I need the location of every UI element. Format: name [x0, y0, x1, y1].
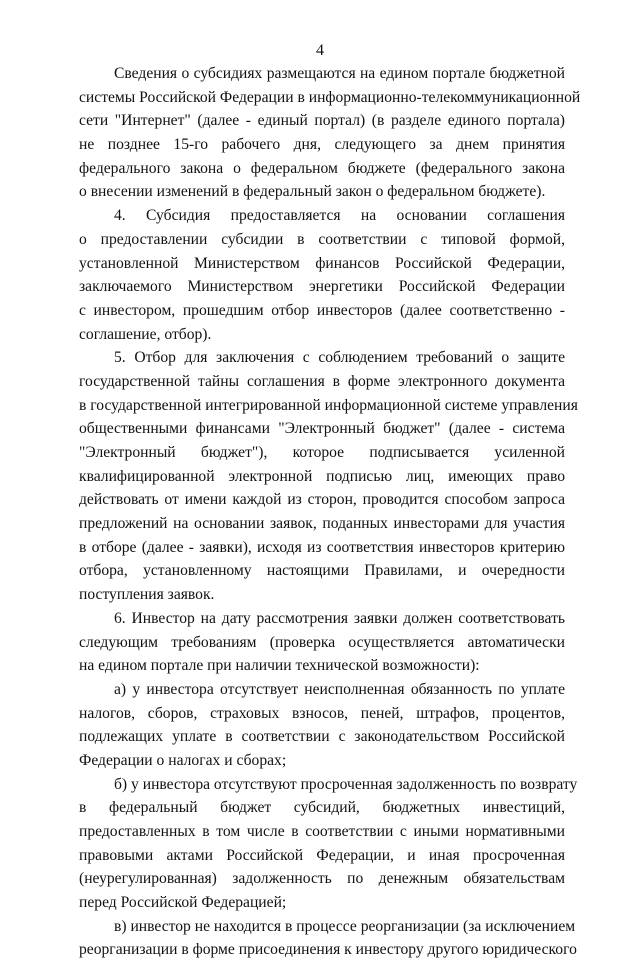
text-line: поступления заявок.: [79, 586, 215, 604]
text-line: перед Российской Федерацией;: [79, 894, 287, 912]
text-line: квалифицированной электронной подписью лиц, имеющих право: [79, 467, 565, 485]
text-line: сети "Интернет" (далее - единый портал) (в разделе единого портала): [79, 112, 565, 130]
text-line: "Электронный бюджет"), которое подписывается усиленной: [79, 444, 565, 461]
text-line: не позднее 15-го рабочего дня, следующего за днем принятия: [79, 136, 565, 154]
text-line: в отборе (далее - заявки), исходя из соответствия инвесторов критерию: [79, 538, 565, 556]
text-line: предложений на основании заявок, поданных инвесторами для участия: [79, 515, 565, 533]
text-line: общественными финансами "Электронный бюджет" (далее - система: [79, 420, 565, 438]
text-line: подлежащих уплате в соответствии с законодательством Российской: [79, 728, 565, 746]
text-line: о предоставлении субсидии в соответствии с типовой формой,: [79, 230, 565, 248]
text-line: государственной тайны соглашения в форме электронного документа: [79, 372, 565, 390]
text-line: предоставленных в том числе в соответствии с иными нормативными: [79, 823, 565, 840]
text-line: в федеральный бюджет субсидий, бюджетных инвестиций,: [79, 799, 565, 817]
text-line: на едином портале при наличии технической возможности):: [79, 657, 480, 675]
text-line: с инвестором, прошедшим отбор инвесторов (далее соответственно -: [79, 301, 565, 319]
text-line: 5. Отбор для заключения с соблюдением требований о защите: [114, 349, 565, 367]
text-line: правовыми актами Российской Федерации, и иная просроченная: [79, 846, 565, 864]
text-line: системы Российской Федерации в информационно-телекоммуникационной: [79, 88, 581, 106]
text-line: установленной Министерством финансов Российской Федерации,: [79, 254, 565, 272]
document-body: [79, 62, 581, 962]
text-line: в государственной интегрированной информационной системе управления: [79, 396, 578, 414]
text-line: соглашение, отбор).: [79, 325, 212, 343]
text-line: 6. Инвестор на дату рассмотрения заявки должен соответствовать: [114, 609, 565, 627]
text-line: в) инвестор не находится в процессе реорганизации (за исключением: [114, 917, 576, 935]
text-line: Сведения о субсидиях размещаются на едином портале бюджетной: [114, 65, 565, 82]
text-line: действовать от имени каждой из сторон, проводится способом запроса: [79, 491, 565, 509]
text-line: (неурегулированная) задолженность по денежным обязательствам: [79, 870, 565, 888]
text-line: Федерации о налогах и сборах;: [79, 751, 287, 769]
page-number: 4: [316, 42, 324, 59]
text-line: федерального закона о федеральном бюджете (федерального закона: [79, 159, 565, 177]
text-line: б) у инвестора отсутствуют просроченная задолженность по возврату: [114, 775, 578, 793]
text-line: а) у инвестора отсутствует неисполненная обязанность по уплате: [114, 680, 565, 698]
text-line: заключаемого Министерством энергетики Российской Федерации: [79, 278, 565, 296]
text-line: реорганизации в форме присоединения к инвестору другого юридического: [79, 941, 577, 959]
text-line: налогов, сборов, страховых взносов, пеней, штрафов, процентов,: [79, 704, 565, 722]
text-line: 4. Субсидия предоставляется на основании соглашения: [114, 207, 565, 225]
text-line: отбора, установленному настоящими Правилами, и очередности: [79, 562, 565, 580]
text-line: следующим требованиям (проверка осуществляется автоматически: [79, 633, 565, 651]
text-line: о внесении изменений в федеральный закон о федеральном бюджете).: [79, 183, 546, 201]
